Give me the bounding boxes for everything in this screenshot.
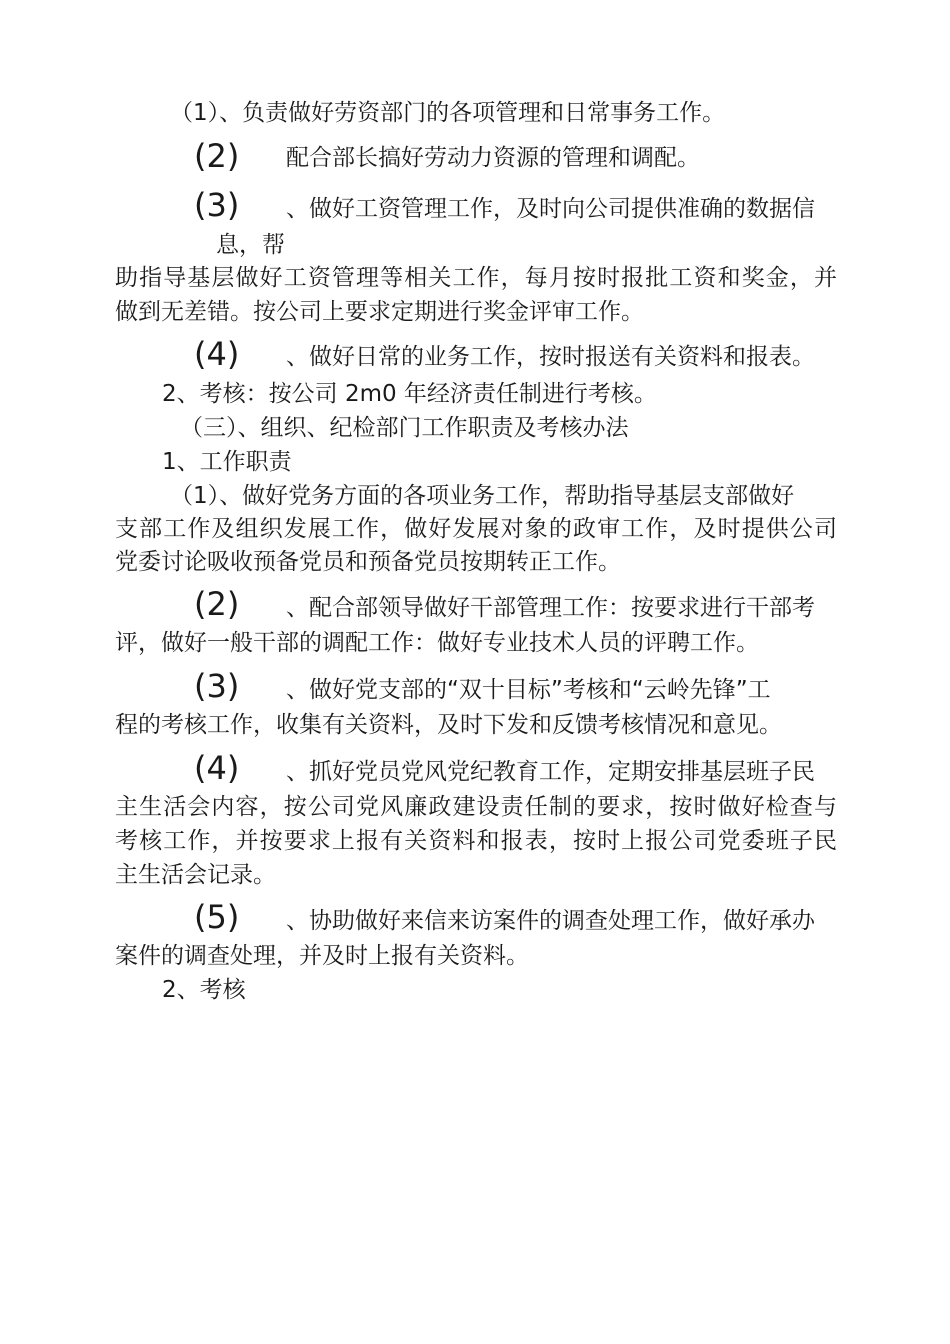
item-number-3: (3) [194, 186, 240, 224]
org-paragraph-5: 、协助做好来信来访案件的调查处理工作，做好承办 [286, 908, 815, 934]
paragraph-3: 、做好工资管理工作，及时向公司提供准确的数据信 [286, 196, 815, 222]
paragraph-3-cont: 息，帮 [216, 232, 285, 258]
org-paragraph-5-line-2: 案件的调查处理，并及时上报有关资料。 [115, 943, 529, 969]
org-paragraph-4-line-4: 主生活会记录。 [115, 862, 276, 888]
paragraph-4: 、做好日常的业务工作，按时报送有关资料和报表。 [286, 344, 815, 370]
org-item-number-5: (5) [194, 898, 240, 936]
item-number-4: (4) [194, 335, 240, 373]
item-number-2: (2) [194, 137, 240, 175]
org-paragraph-4-line-3: 考核工作，并按要求上报有关资料和报表，按时上报公司党委班子民 [115, 828, 837, 854]
org-paragraph-1-line-3: 党委讨论吸收预备党员和预备党员按期转正工作。 [115, 549, 621, 575]
assessment-1: 2、考核：按公司 2m0 年经济责任制进行考核。 [162, 381, 657, 407]
org-item-number-4: (4) [194, 749, 240, 787]
org-item-number-2: (2) [194, 585, 240, 623]
org-paragraph-3: 、做好党支部的“双十目标”考核和“云岭先锋”工 [286, 677, 771, 703]
org-paragraph-4: 、抓好党员党风党纪教育工作，定期安排基层班子民 [286, 759, 815, 785]
paragraph-2: 配合部长搞好劳动力资源的管理和调配。 [286, 145, 700, 171]
paragraph-3-line-3: 做到无差错。按公司上要求定期进行奖金评审工作。 [115, 299, 644, 325]
paragraph-3-line-2: 助指导基层做好工资管理等相关工作，每月按时报批工资和奖金，并 [115, 265, 837, 291]
org-paragraph-3-line-2: 程的考核工作，收集有关资料，及时下发和反馈考核情况和意见。 [115, 712, 782, 738]
org-paragraph-1-line-1: （1）、做好党务方面的各项业务工作，帮助指导基层支部做好 [170, 483, 795, 509]
paragraph-1: （1）、负责做好劳资部门的各项管理和日常事务工作。 [170, 100, 726, 126]
org-paragraph-4-line-2: 主生活会内容，按公司党风廉政建设责任制的要求，按时做好检查与 [115, 794, 837, 820]
duties-heading: 1、工作职责 [162, 449, 292, 475]
assessment-2: 2、考核 [162, 977, 246, 1003]
section-heading-3: （三）、组织、纪检部门工作职责及考核办法 [180, 415, 629, 441]
org-paragraph-2-line-2: 评，做好一般干部的调配工作：做好专业技术人员的评聘工作。 [115, 630, 759, 656]
org-paragraph-2: 、配合部领导做好干部管理工作：按要求进行干部考 [286, 595, 815, 621]
org-item-number-3: (3) [194, 667, 240, 705]
org-paragraph-1-line-2: 支部工作及组织发展工作，做好发展对象的政审工作，及时提供公司 [115, 516, 837, 542]
